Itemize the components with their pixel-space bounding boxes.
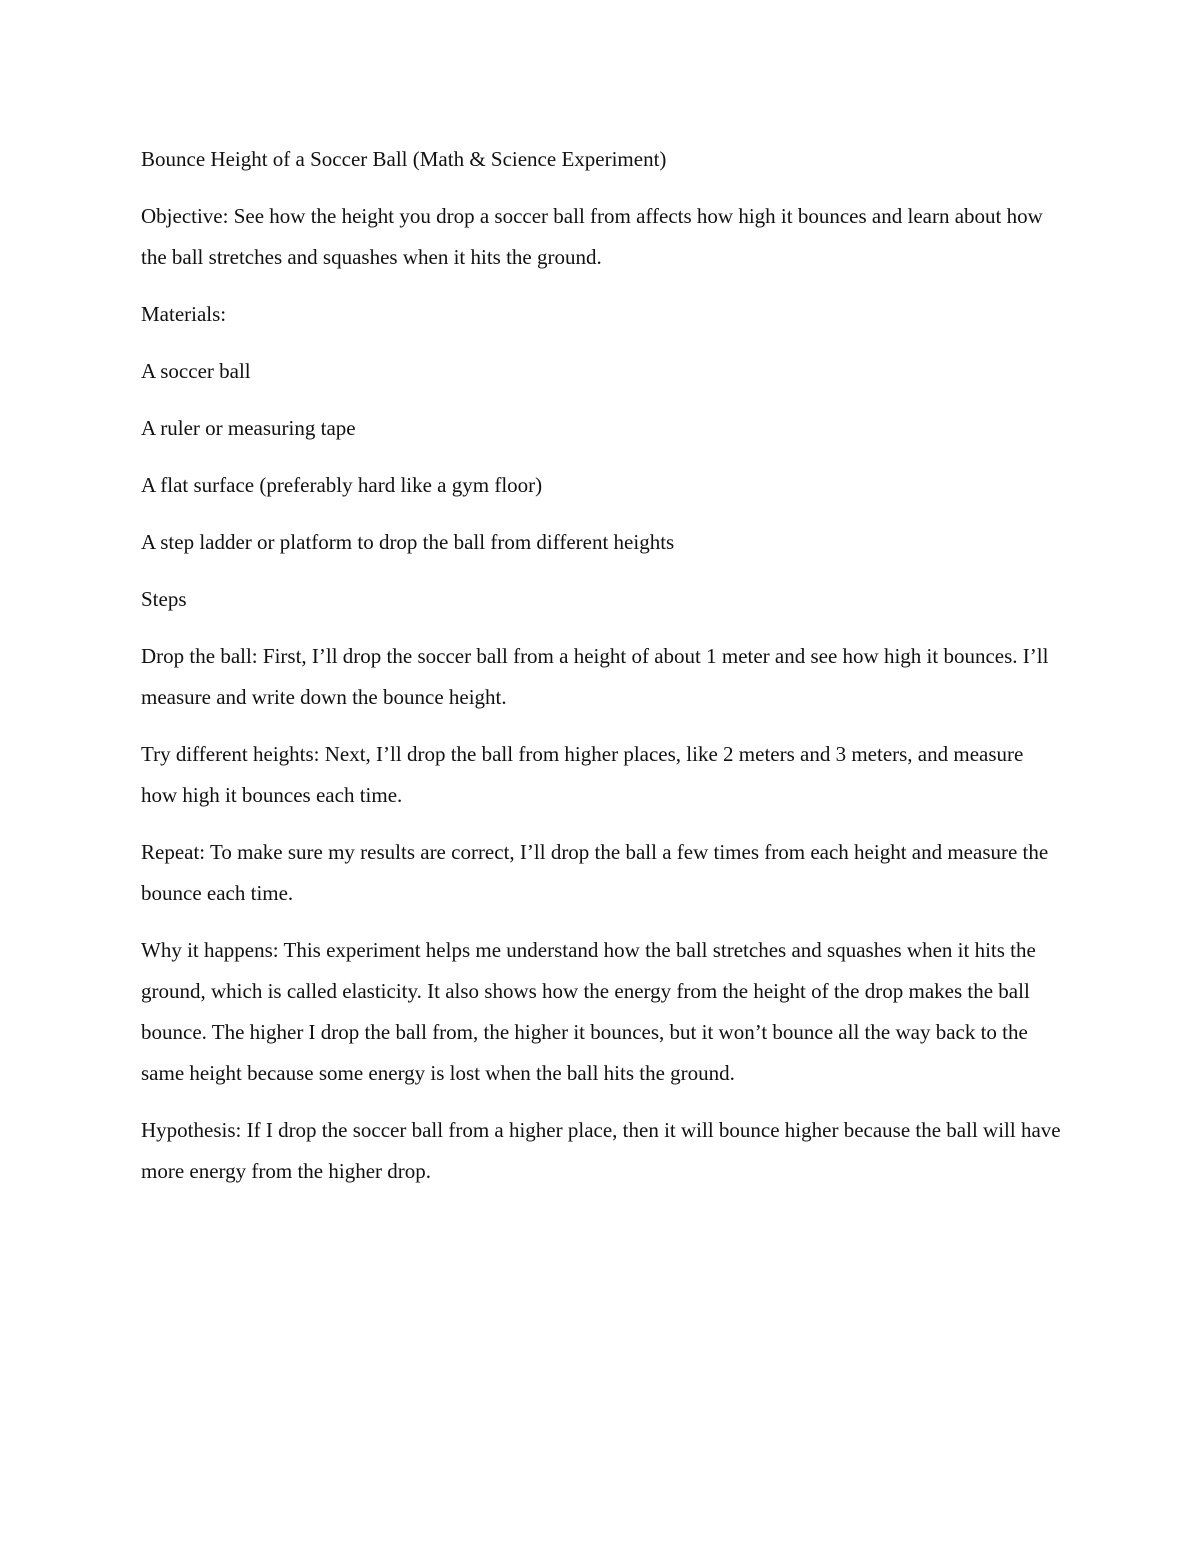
material-item: A flat surface (preferably hard like a gym floor) — [141, 473, 543, 497]
why-it-happens-paragraph: Why it happens: This experiment helps me understand how the ball stretches and squashes when it hits the ground, which is called elasticity. It also shows how the energy from the height of the drop makes the ball bounce. The higher I drop the ball from, the higher it bounces, but it won’t bounce all the way back to the same height because some energy is lost when the ball hits the ground. — [141, 938, 1036, 1085]
hypothesis-paragraph: Hypothesis: If I drop the soccer ball from a higher place, then it will bounce higher because the ball will have more energy from the higher drop. — [141, 1118, 1061, 1183]
step-paragraph: Repeat: To make sure my results are correct, I’ll drop the ball a few times from each height and measure the bounce each time. — [141, 840, 1049, 905]
steps-heading: Steps — [141, 587, 187, 611]
document-body — [141, 139, 1061, 1208]
document-title: Bounce Height of a Soccer Ball (Math & Science Experiment) — [141, 147, 667, 171]
material-item: A soccer ball — [141, 359, 251, 383]
step-paragraph: Try different heights: Next, I’ll drop the ball from higher places, like 2 meters and 3 meters, and measure how high it bounces each time. — [141, 742, 1024, 807]
step-paragraph: Drop the ball: First, I’ll drop the soccer ball from a height of about 1 meter and see how high it bounces. I’ll measure and write down the bounce height. — [141, 644, 1049, 709]
material-item: A ruler or measuring tape — [141, 416, 356, 440]
objective-paragraph: Objective: See how the height you drop a soccer ball from affects how high it bounces and learn about how the ball stretches and squashes when it hits the ground. — [141, 204, 1043, 269]
material-item: A step ladder or platform to drop the ball from different heights — [141, 530, 675, 554]
materials-heading: Materials: — [141, 302, 227, 326]
